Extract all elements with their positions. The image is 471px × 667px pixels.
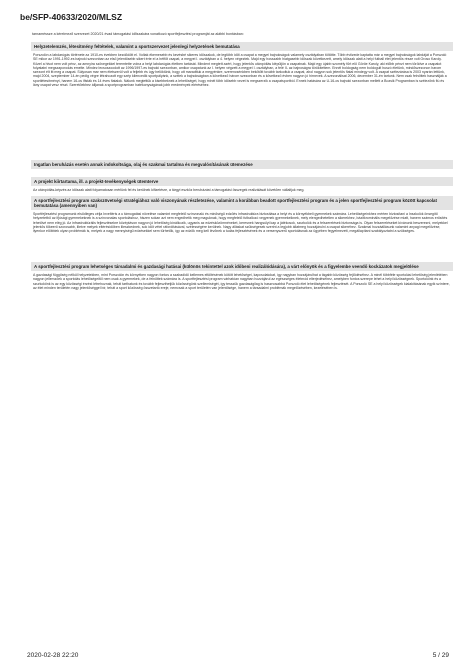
section-body: Az utánpótlás-képzés az időszak alatt folyamatosan mérlünk fel és kerülnek kifizetésre, a tárgyi eszköz beruházást a támogatási összegek realizálását követően vállaltjuk meg. <box>33 188 305 192</box>
footer-timestamp: 2020-02-28 22:20 <box>27 652 79 659</box>
section-body: Porszolón a labdarúgás története az 1910-es években kezdődött el. Voltak ékemesebb és kevésbé sikeres időszakok, de legtöbb időt a csapat a megyei bajnokságok valamely osztályában töltötte. Több évtizede kaptatta már a megyei bajnokságok labdáját a Porszoló SE mikor az 1991-1992-es bajnoki szezonban az első jelentősebb sikert érte el a hétfőt csapat, a megyei I. osztályban a 4. helyen végeztek. Majd egy hosszabb hiatgasebb időszak következett, amely időszak alatt a helyi futball élet jelentős része volt Oroso Karoly. Közel a hivot nem volt pénz, az amnyira szövegekkel teremtette volna a helyi labdarúgás életben tartását. Mindent megtett azért, hogy jelentős utánpótlás kiépüljön a csapatnak. Majd egy újabb szomély fűrt elő Göröe Karoly, aki előbb pénzt nem törődve a csapatot folyatatni megszaporodás emelte. Mindez lecsoszoodott az 1996/1997-es bajnoki szezonban, amikor csapatunk az I. helyen végzett a megyei I. osztályban, a felé II- az bajnoságra törökítettem. Ennél boldogság nem boldogult huszó életünk, mindőszezonon harom szezont élt itt meg a csapat. Súlyosan mar nem életszerül volt a feljebb és úgy belöktünk, hogy utt maradttuk a megyénkre, szerencsénkben bekötött tovább tarkodtuk a csapat, ahol nagyon sok jelentős fiatal mindegy volt. A csapat szélezárása is 2003 nyarán lettünk, majd 2004, szeptember 14-én pedig végre létrahozott egy szép kilencedik sportpályánk, a szélek a bajnokságban a következő három szezonban és a következő évben nagyon jó hírnevek. A szezonálisat 2006, december 31-én tartunk. Nem csak felnőttek használják a sportlétesítményt, hanem 16-os ifisták és 14 éves fiatalok. Nálunk megtettük a kisebbeknek a lehetőséget, hogy minél több idősebb vezet is megszerzik a csapatsportból. Ennek hatására az U-16-os bajnoki szezonban mellett a Bozsik Programban is szélezőnk fiú és lány csapat vesz részt. Szeretőekhez álljanak a sportprogramban hatékonyságának jobb eredmények eléréséhez. <box>33 53 447 88</box>
section-helyzetelemzes <box>31 42 453 87</box>
section-heading: A sportfejlesztési program lehetséges társadalmi és gazdasági hatásai (különös tekintettel azok időbeni realizálódására), a várt előnyök és a figyelembe veendő kockázatok megjelölése <box>31 262 453 271</box>
section-body: Sportfejlesztési programunk elsődleges célja Inveltéris a u támogatási növelése valamint megfelelő színvonalú és minőségű edzőés infrastruktúra biztosítása a helyi és a környékbeli gyermekek számára. Lehetőségeinkhez mérten biztosítani a Inszkolók önsegítő helyzetetbő az ifjúsági gyermekeknek is a színvonalas sportoláshoz, hiszen sokan azt nem engedhetik meg maguknak, hogy megfelelő futballozó vegyenek gyermekeiknek, mely elengedhetetlen a sikerekhez, bázitkrominális megelőzése miatt, hanem számos erősítés lehetővé nem elég jó. Az infrastruktúrális fejlesztésekre középtávon nagyon jó lehetőség kínálkozik, ugyanis az edzésközömnéneket, keresnek hangsúlyt kap a játékosok, szurkolók és a felszerelések biztonsága is. Olyan felszereléseket kívánunk beszerezni, melyekkel jelentős tőkeerő szorosabb, illetve melyek eltérésidőben illeszkednek, sok időt vétel ráfordításával, szélességére kerülnek. Nagy álláskat szükségesek szerint a legjobb állatmeg hozzájárulni a csapat sikeréhez. Szakmai hozzáállásunk valamint anyagi megelőzése, ilyenkor előbbiek olyan problémák is, melyek a nagy mennyiségű edzésekkel sem tűrhetők, így az edzők meg kell lévőnek a tudás fejlesztésének és a versenyszerű sportolásnak az ügyében fegyelmezett, megállapítani szabályoztatni a szükséges. <box>33 212 448 234</box>
section-heading: A projekt kiírtartama, ill. a projekt-tevékenységek ütemterve <box>31 177 453 186</box>
section-heading: A sportfejlesztési program szakszövetségi stratégiához való viszonyának részletezése, valamint a korábban beadott sportfejlesztési program és a jelen sportfejlesztési program között kapcsolat bemutatása (amennyiben van) <box>31 196 453 210</box>
section-strategia <box>31 196 453 233</box>
section-hatasok <box>31 262 453 290</box>
section-body: A gazdasági függőség nélkül helyzetekben, mint Porszolón és környéken nagyon fontos a szabadidő kellemes eltöltésének kötött lehetőségei, kapcsolatokat, így nagyban hozzájárulhat a tágabb közösség fejlődéséhez. A minél többféle sportolási lehetőség jelenlétében nagyon jellemzőek a sportolás lehetőségeitől nem csak a gyermekek, de a felnőttek számára is. A sportfejlesztési program várhatóan nagyban hozzájárul az egészséges életmód elterjedéséhez, amelyben fontos szerepe lehet a helyi közösségnek. Sportolóink és a szurkolóink is az egy közösségi érzést létrehoznak, tehát tarthatunk és tovább fejleszthetjük közösségünk szellemiségét, így tesszük gazdaságilag is hasznosabbá Porszoló élet lehetőségének fejlesztését. A Porszoló SE a helyi közösségek kialakításának egyik színtere, az élet minden területén nagy jelentőséggel bír, tehát a sport közösség összetartó ereje, nemcsak a sport területén van jelentősége, hanem a társadalmi problémák megelőzésében, kezelésében is. <box>33 273 450 290</box>
section-utemterv <box>31 177 453 192</box>
section-ingatlan <box>31 160 453 169</box>
intro-text: tarnaméssze a kérelmező szervezet 2020/21 évad támogatási időszakára vonatkozó sportfejlesztési programját az alábbi bontásban: <box>32 32 244 36</box>
section-heading: Ingatlan beruházás esetén annak indokoltsága, olaj és szakmai tartalma és megvalósításának ütemezése <box>31 160 453 169</box>
page-number: 5 / 29 <box>432 652 449 659</box>
document-title: be/SFP-40633/2020/MLSZ <box>20 12 123 22</box>
section-heading: Helyzetelemzés, létesítmény feltételek, valamint a sportszervezet jelenlegi helyzetének bemutatása <box>31 42 453 51</box>
